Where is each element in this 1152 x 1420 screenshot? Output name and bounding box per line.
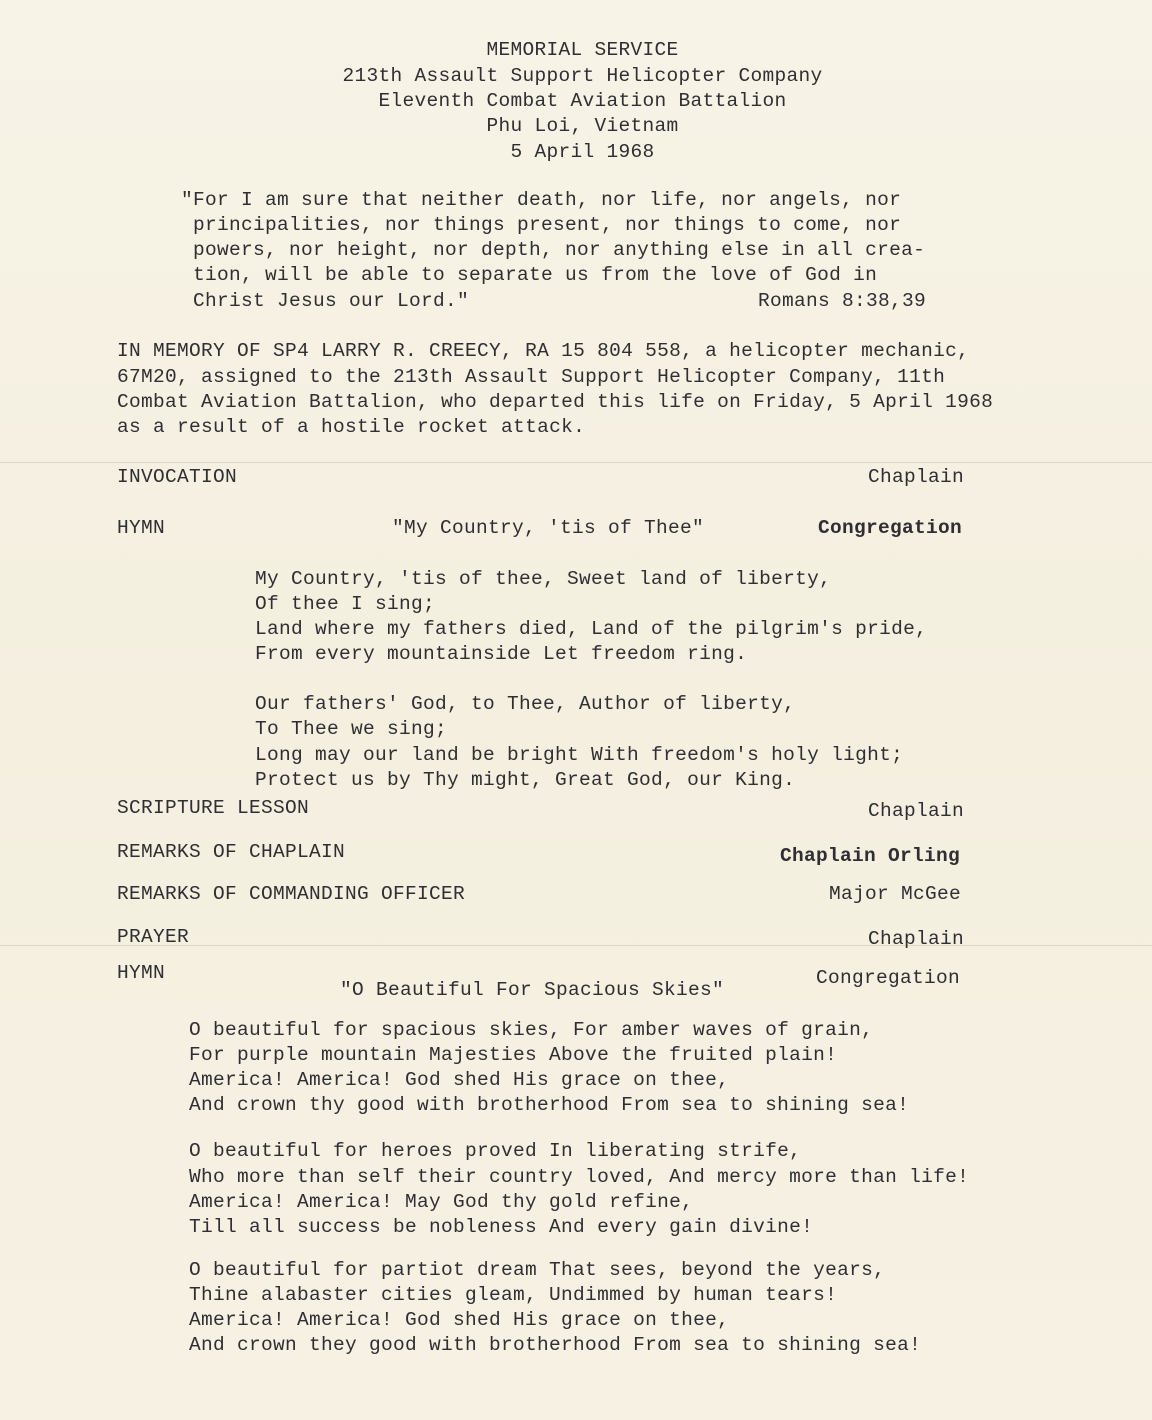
unit-name: 213th Assault Support Helicopter Company	[342, 65, 823, 87]
memorial-line: as a result of a hostile rocket attack.	[117, 416, 586, 438]
verse-line: For purple mountain Majesties Above the fruited plain!	[189, 1044, 838, 1066]
service-date: 5 April 1968	[510, 141, 655, 163]
verse-line: Our fathers' God, to Thee, Author of liberty,	[255, 693, 796, 715]
verse-line: And crown thy good with brotherhood From sea to shining sea!	[189, 1094, 910, 1116]
verse-line: Who more than self their country loved, And mercy more than life!	[189, 1166, 970, 1188]
program-leader: Congregation	[816, 967, 961, 989]
epigraph-line: powers, nor height, nor depth, nor anything else in all crea-	[193, 239, 926, 261]
verse-line: Land where my fathers died, Land of the pilgrim's pride,	[255, 618, 928, 640]
memorial-line: Combat Aviation Battalion, who departed this life on Friday, 5 April 1968	[117, 391, 994, 413]
verse-line: O beautiful for spacious skies, For amber waves of grain,	[189, 1019, 874, 1041]
program-item-remarks-co: REMARKS OF COMMANDING OFFICER	[117, 883, 466, 905]
battalion-name: Eleventh Combat Aviation Battalion	[378, 90, 787, 112]
verse-line: And crown they good with brotherhood From sea to shining sea!	[189, 1334, 922, 1356]
verse-line: O beautiful for partiot dream That sees, beyond the years,	[189, 1259, 886, 1281]
program-item-hymn: HYMN	[117, 517, 166, 539]
scripture-citation: Romans 8:38,39	[758, 290, 927, 312]
hymn-title: "My Country, 'tis of Thee"	[392, 517, 705, 539]
program-leader: Congregation	[818, 517, 963, 539]
verse-line: From every mountainside Let freedom ring.	[255, 643, 748, 665]
program-item-invocation: INVOCATION	[117, 466, 238, 488]
verse-line: America! America! God shed His grace on thee,	[189, 1309, 730, 1331]
paper-fold-line	[0, 462, 1152, 463]
verse-line: America! America! May God thy gold refine,	[189, 1191, 694, 1213]
verse-line: Thine alabaster cities gleam, Undimmed by human tears!	[189, 1284, 838, 1306]
program-leader: Chaplain	[868, 928, 965, 950]
program-item-remarks-chaplain: REMARKS OF CHAPLAIN	[117, 841, 346, 863]
hymn-title: "O Beautiful For Spacious Skies"	[340, 979, 725, 1001]
epigraph-line: Christ Jesus our Lord."	[193, 290, 470, 312]
verse-line: Of thee I sing;	[255, 593, 436, 615]
program-item-hymn: HYMN	[117, 962, 166, 984]
document-title: MEMORIAL SERVICE	[486, 39, 679, 61]
verse-line: My Country, 'tis of thee, Sweet land of liberty,	[255, 568, 832, 590]
program-leader: Major McGee	[829, 883, 962, 905]
program-leader: Chaplain Orling	[780, 845, 961, 867]
memorial-line: 67M20, assigned to the 213th Assault Support Helicopter Company, 11th	[117, 366, 946, 388]
verse-line: To Thee we sing;	[255, 718, 448, 740]
program-leader: Chaplain	[868, 800, 965, 822]
verse-line: Protect us by Thy might, Great God, our King.	[255, 769, 796, 791]
memorial-line: IN MEMORY OF SP4 LARRY R. CREECY, RA 15 804 558, a helicopter mechanic,	[117, 340, 970, 362]
program-item-scripture: SCRIPTURE LESSON	[117, 797, 310, 819]
epigraph-line: tion, will be able to separate us from the love of God in	[193, 264, 878, 286]
verse-line: Till all success be nobleness And every gain divine!	[189, 1216, 814, 1238]
verse-line: Long may our land be bright With freedom's holy light;	[255, 744, 904, 766]
epigraph-line: principalities, nor things present, nor things to come, nor	[193, 214, 902, 236]
verse-line: O beautiful for heroes proved In liberating strife,	[189, 1140, 802, 1162]
verse-line: America! America! God shed His grace on thee,	[189, 1069, 730, 1091]
program-item-prayer: PRAYER	[117, 926, 190, 948]
location: Phu Loi, Vietnam	[486, 115, 679, 137]
program-leader: Chaplain	[868, 466, 965, 488]
epigraph-line: "For I am sure that neither death, nor life, nor angels, nor	[181, 189, 902, 211]
